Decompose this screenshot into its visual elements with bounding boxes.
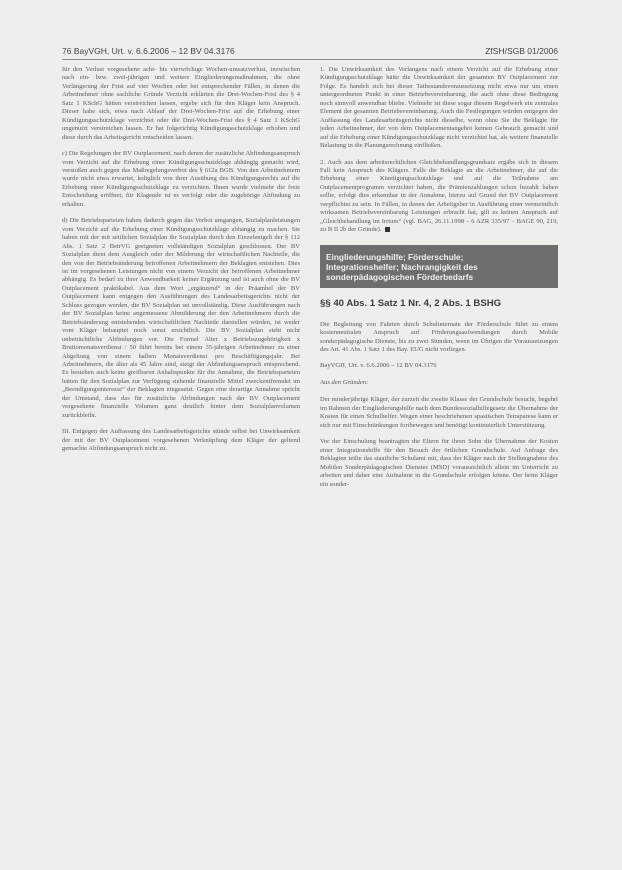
section-heading-box — [320, 245, 558, 288]
section-heading-line: sonderpädagogischen Förderbedarfs — [326, 271, 474, 282]
body-paragraph: III. Entgegen der Auffassung des Landesarbeitsgerichts stünde selbst bei Unwirksamkeit der mit der BV Outplacement vorgesehenen Verknüpfung dem Kläger der geltend gemachte Abfindungsanspruch nicht zu. — [62, 428, 300, 453]
header-journal: ZfSH/SGB 01/2006 — [485, 46, 558, 56]
body-paragraph: Vor der Einschulung beantragten die Eltern für ihren Sohn die Übernahme der Kosten einer Integrationshilfe für den Besuch der örtlichen Grundschule. Auf Anfrage des Beklagten teilte das staatliche Schulamt mit, dass der Kläger nach der Stellungnahme des Mobilen Sonderpädagogischen Dienstes (MSD) voraussichtlich allein im Unterricht zu arbeiten und daher eine Aufnahme in die Grundschule erfolgen könne. Der beim Kläger ein sonder- — [320, 438, 558, 488]
page-header — [62, 46, 558, 58]
body-paragraph — [320, 159, 558, 235]
section-heading-line: Eingliederungshilfe; Förderschule; — [326, 251, 464, 262]
header-left: 76 BayVGH, Urt. v. 6.6.2006 – 12 BV 04.3176 — [62, 46, 235, 56]
body-paragraph: c) Die Regelungen der BV Outplacement, nach denen der zusätzliche Abfindungsanspruch vom Verzicht auf die Erhebung einer Kündigungsschutzklage abhängig gemacht wird, verstoßen auch gegen das Maßregelungsverbot des § 612a BGB. Von den Arbeitnehmern wurde nicht etwa erwartet, lediglich von ihrer Ausübung des Kündigungsrechts auf die Erhebung einer Kündigungsschutzklage zu verzichten. Ihnen wurde vielmehr die freie Entscheidung eröffnet; für Klagende ist es verfolgt oder die zugehörige Abfindung zu erhalten. — [62, 150, 300, 208]
law-reference: §§ 40 Abs. 1 Satz 1 Nr. 4, 2 Abs. 1 BSHG — [320, 297, 502, 309]
header-rule — [62, 59, 558, 60]
headnote: Die Begleitung von Fahrten durch Schulinternate der Förderschule führt zu einem kostenneutralen Anspruch auf Förderungsaufwendungen durch Mobile sonderpädagogische Dienste, bis zu zwei Stunden, wenn im Übrigen die Voraussetzungen des Art. 41 Abs. 1 Satz 1 des Bay. EUG nicht vorliegen. — [320, 320, 558, 353]
body-paragraph-text: 2. Auch aus dem arbeitsrechtlichen Gleichbehandlungsgrundsatz ergäbe sich in diesem Fall kein Anspruch des Klägers. Falls die Beklagte an die Arbeitnehmer, die auf die Erhebung einer Kündigungsschutzklage und auf die Teilnahme am Outplacementprogramm verzichtet haben, die Prämienzahlungen schon bezahlt haben sollte, erfolgt dies erkennbar in der Annahme, hierzu auf Grund der BV Outplacement verpflichtet zu sein. In Fällen, in denen der Arbeitgeber in Ausführung einer vermeintlich wirksamen Betriebsvereinbarung Leistungen erbracht hat, gilt es keinen Anspruch auf „Gleichbehandlung im Irrtum“ (vgl. BAG, 26.11.1998 – 6 AZR 335/97 – BAGE 90, 219, zu B II 2b der Gründe). — [320, 158, 558, 234]
body-paragraph: Der minderjährige Kläger, der zurzeit die zweite Klasse der Grundschule besucht, begehrt im Rahmen der Eingliederungshilfe nach dem Bundessozialhilfegesetz die Übernahme der Kosten für einen Schulhelfer. Wegen einer beschriebenen spastischen Tetraparese kann er sich nur mit Einschränkungen fortbewegen und benötigt kontinuierlich Unterstützung. — [320, 396, 558, 429]
body-paragraph: für den Verlust vorgesehene acht- bis vierwöchige Wochen-umsatzverlust, inzwischen nach ein- bzw. zwei-jährigen und weitere Eingliederungsmaßnahmen, die ohne Verlängerung der Frist auf vier Wochen oder bei entsprechender Fällen, in denen die Arbeitnehmer ohne sachliche Gründe Verzicht erklärten die Drei-Wochen-Frist des § 4 Satz 1 KSchG hätten verstreichen lassen, ergebe sich für den Kläger kein Anspruch. Dieser habe sich, etwa nach Ablauf der Drei-Wochen-Frist auf die Erhebung einer Kündigungsschutzklage verzichtet oder die Drei-Wochen-Frist des § 4 Satz 1 KSchG ungenutzt verstreichen lassen. Er hat folgerichtig Kündigungsschutzklage erhoben und diese durch das Arbeitsgericht entscheiden lassen. — [62, 66, 300, 141]
section-heading-line: Integrationshelfer; Nachrangigkeit des — [326, 261, 478, 272]
left-column — [62, 66, 300, 461]
end-of-article-marker — [385, 227, 390, 232]
facts-heading: Aus den Gründen: — [320, 379, 369, 387]
body-paragraph: 1. Die Unwirksamkeit des Verlangens nach einem Verzicht auf die Erhebung einer Kündigungsschutzklage hätte die Unwirksamkeit der gesamten BV Outplacement zur Folge. Es handelt sich bei dieser Tatbestandsvoraussetzung nicht etwa nur um einen untergeordneten Punkt in einer Betriebsvereinbarung, die auch ohne diese Bedingung noch sinnvoll anwendbar bliebe. Vielmehr ist diese sogar diesem Regelwerk ein zentrales Element der gesamten Betriebsvereinbarung. Auch die Festlegungen würden entgegen der Auffassung des Landesarbeitsgerichts nicht dieselbe, wenn ohne Sie die Beklagte für jeden Arbeitnehmer, der von dem Outplacementangebot keinen Gebrauch gemacht und auf die Erhebung einer Kündigungsschutzklage nicht verzichtet hat, als weitere finanzielle Belastung in die Planungsrechnung einfließen. — [320, 66, 558, 150]
body-paragraph: d) Die Betriebsparteien haben dadurch gegen das Verbot umgangen, Sozialplanleistungen vom Verzicht auf die Erhebung einer Kündigungsschutzklage abhängig zu machen. Sie haben mit der mit seitlichen Sozialplan ihr Sozialplan durch den Einzelentgelt der § 112 Abs. 1 Satz 2 BetrVG geeigneten vollständigen Sozialplan geschlossen. Der BV Sozialplan dient dem Ausgleich oder der Milderung der wirtschaftlichen Nachteile, die den von der Betriebsänderung betroffenen Arbeitnehmern der Beklagten entstehen. Dies ist im vorgesehenen Leistungen nicht von einem Verzicht der betroffenen Arbeitnehmer abhängig. Es bedarf zu ihrer Anwendbarkeit keiner Ergänzung und ist auch ohne die BV Outplacement praktikabel. Aus dem Wort „ergänzend“ in der Präambel der BV Outplacement kann entgegen den Ausführungen des Landesarbeitsgerichts nicht der Schluss gezogen werden, die BV Sozialplan sei unvollständig. Diese Ausführungen nach der BV Sozialplan keine angemessene Abmilderung der den Arbeitnehmern durch die Betriebsänderung entstehenden wirtschaftlichen Nachteile darstellen würden, ist weder vom Kläger behauptet noch sonst ersichtlich. Die BV Sozialplan sieht nicht unbeträchtliche Abfindungen vor. Die Formel Alter x Betriebszugehörigkeit x Bruttomonatsverdienst / 50 führt bereits bei einem 35-jährigen Arbeitnehmer zu einer Abgeltung von einem halben Monatsverdienst pro Beschäftigungsjahr. Bei Arbeitnehmern, die älter als 45 Jahre sind, steigt der Abfindungsanspruch entsprechend. Es bestehen auch keine greifbaren Anhaltspunkte für die Annahme, die Betriebsparteien hätten für den Sozialplan zur Verfügung stehende finanzielle Mittel zweckentfremdet im „Beendigungsinteresse“ der Beklagten eingesetzt. Gegen eine derartige Annahme spricht der Umstand, dass das für zusätzliche Abfindungen nach der BV Outplacement vorgesehene finanzielle Volumen ganz deutlich hinter dem Sozialplanvolumen zurückbleibt. — [62, 217, 300, 419]
right-column — [320, 66, 558, 497]
case-citation: BayVGH, Urt. v. 6.6.2006 – 12 BV 04.3176 — [320, 362, 437, 370]
